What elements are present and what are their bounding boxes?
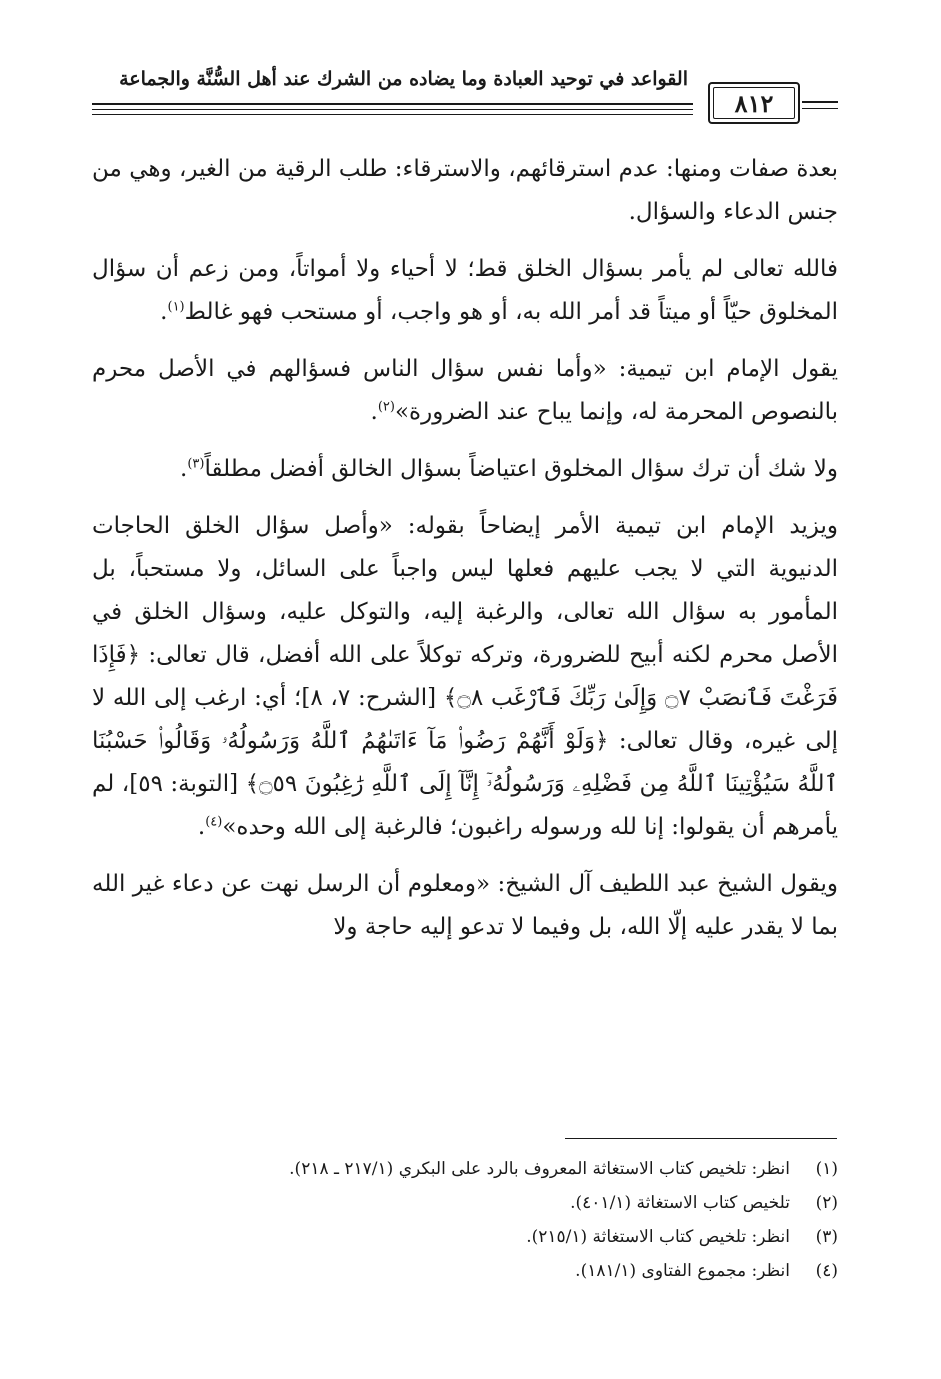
header-rule — [92, 103, 693, 105]
footnote-item — [92, 1186, 838, 1220]
header-rule — [92, 114, 693, 115]
paragraph-5: ويزيد الإمام ابن تيمية الأمر إيضاحاً بقوله: «وأصل سؤال الخلق الحاجات الدنيوية التي لا يجب عليهم فعلها ليس واجباً على السائل، ولا مستحباً، بل المأمور به سؤال الله تعالى، والرغبة إليه، والتوكل عليه، وسؤال الخلق في الأصل محرم لكنه أبيح للضرورة، وتركه توكلاً على الله أفضل، قال تعالى: ﴿فَإِذَا فَرَغْتَ فَٱنصَبْ ۝٧ وَإِلَىٰ رَبِّكَ فَٱرْغَب ۝٨﴾ [الشرح: ٧، ٨]؛ أي: ارغب إلى الله لا إلى غيره، وقال تعالى: ﴿وَلَوْ أَنَّهُمْ رَضُوا۟ مَآ ءَاتَىٰهُمُ ٱللَّهُ وَرَسُولُهُۥ وَقَالُوا۟ حَسْبُنَا ٱللَّهُ سَيُؤْتِينَا ٱللَّهُ مِن فَضْلِهِۦ وَرَسُولُهُۥٓ إِنَّآ إِلَى ٱللَّهِ رَٰغِبُونَ ۝٥٩﴾ [التوبة: ٥٩]، لم يأمرهم أن يقولوا: إنا لله ورسوله راغبون؛ فالرغبة إلى الله وحده»$^{(٤)}$. — [92, 513, 838, 840]
paragraph-6: ويقول الشيخ عبد اللطيف آل الشيخ: «ومعلوم أن الرسل نهت عن دعاء غير الله بما لا يقدر عليه إلّا الله، بل وفيما لا تدعو إليه حاجة ولا — [92, 871, 838, 940]
paragraph-2: فالله تعالى لم يأمر بسؤال الخلق قط؛ لا أحياء ولا أمواتاً، ومن زعم أن سؤال المخلوق حيّاً أو ميتاً قد أمر الله به، أو هو واجب، أو مستحب فهو غالط$^{(١)}$. — [92, 256, 838, 325]
footnote-number: (٤) — [815, 1261, 838, 1281]
paragraph-1: بعدة صفات ومنها: عدم استرقائهم، والاسترقاء: طلب الرقية من الغير، وهي من جنس الدعاء والسؤال. — [92, 156, 838, 225]
footnote-number: (٣) — [815, 1227, 838, 1247]
footnote-item — [92, 1152, 838, 1186]
footnote-ref[interactable]: (٢) — [377, 399, 395, 415]
footnote-ref[interactable]: (١) — [167, 299, 185, 315]
footnote-text: انظر: تلخيص كتاب الاستغاثة المعروف بالرد على البكري (٢١٧/١ ـ ٢١٨). — [289, 1159, 790, 1179]
footnote-number: (٢) — [815, 1193, 838, 1213]
footnote-number: (١) — [815, 1159, 838, 1179]
page-body — [92, 148, 838, 949]
footnote-item — [92, 1254, 838, 1288]
footnote-separator — [565, 1138, 837, 1139]
footnotes — [92, 1152, 838, 1288]
footnote-item — [92, 1220, 838, 1254]
running-title: القواعد في توحيد العبادة وما يضاده من الشرك عند أهل السُّنَّة والجماعة — [119, 68, 688, 90]
header-rule — [802, 101, 838, 103]
footnote-ref[interactable]: (٤) — [205, 814, 223, 830]
footnote-ref[interactable]: (٣) — [187, 456, 205, 472]
footnote-text: انظر: تلخيص كتاب الاستغاثة (٢١٥/١). — [526, 1227, 790, 1247]
page-header — [92, 68, 838, 136]
page-number: ٨١٢ — [708, 82, 800, 124]
footnote-text: تلخيص كتاب الاستغاثة (٤٠١/١). — [570, 1193, 790, 1213]
paragraph-4: ولا شك أن ترك سؤال المخلوق اعتياضاً بسؤال الخالق أفضل مطلقاً$^{(٣)}$. — [180, 456, 838, 482]
header-rule — [92, 109, 693, 110]
header-rule — [802, 108, 838, 109]
footnote-text: انظر: مجموع الفتاوى (١٨١/١). — [575, 1261, 790, 1281]
paragraph-3: يقول الإمام ابن تيمية: «وأما نفس سؤال الناس فسؤالهم في الأصل محرم بالنصوص المحرمة له، وإنما يباح عند الضرورة»$^{(٢)}$. — [92, 356, 838, 425]
